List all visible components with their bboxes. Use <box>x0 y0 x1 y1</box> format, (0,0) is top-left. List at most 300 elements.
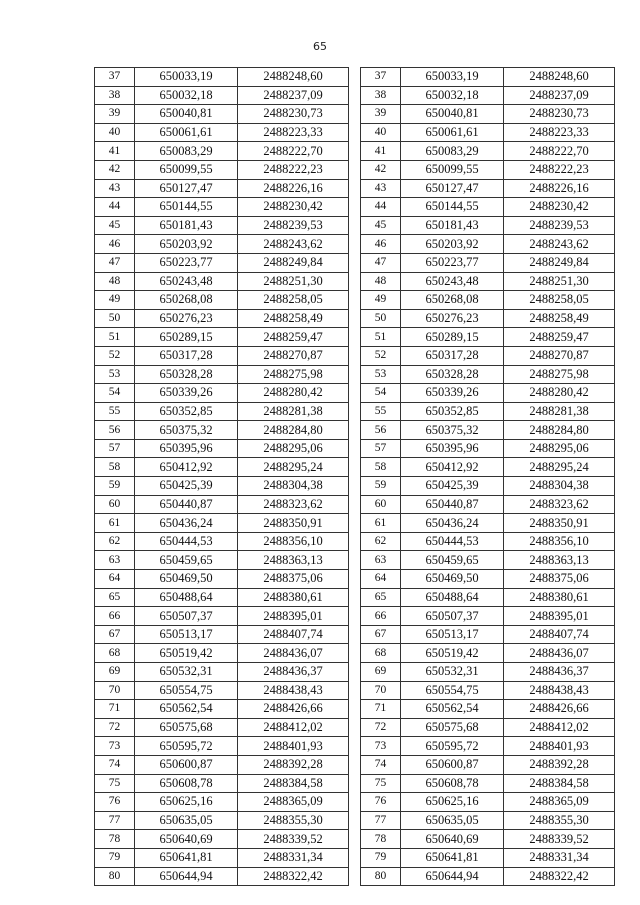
x-coordinate-cell: 650562,54 <box>135 700 238 719</box>
x-coordinate-cell: 650444,53 <box>401 532 504 551</box>
x-coordinate-cell: 650440,87 <box>401 495 504 514</box>
point-number-cell: 47 <box>95 253 135 272</box>
point-number-cell: 67 <box>95 625 135 644</box>
x-coordinate-cell: 650061,61 <box>401 123 504 142</box>
x-coordinate-cell: 650276,23 <box>401 309 504 328</box>
y-coordinate-cell: 2488323,62 <box>238 495 349 514</box>
y-coordinate-cell: 2488436,37 <box>504 663 615 682</box>
y-coordinate-cell: 2488426,66 <box>504 700 615 719</box>
point-number-cell: 54 <box>95 384 135 403</box>
point-number-cell: 59 <box>361 477 401 496</box>
table-row <box>361 588 615 607</box>
point-number-cell: 50 <box>361 309 401 328</box>
x-coordinate-cell: 650352,85 <box>401 402 504 421</box>
y-coordinate-cell: 2488258,49 <box>504 309 615 328</box>
point-number-cell: 42 <box>95 160 135 179</box>
point-number-cell: 80 <box>95 867 135 886</box>
y-coordinate-cell: 2488295,24 <box>504 458 615 477</box>
y-coordinate-cell: 2488412,02 <box>504 718 615 737</box>
y-coordinate-cell: 2488295,24 <box>238 458 349 477</box>
y-coordinate-cell: 2488304,38 <box>238 477 349 496</box>
point-number-cell: 78 <box>361 830 401 849</box>
coordinates-table-left <box>94 67 349 886</box>
table-row <box>95 588 349 607</box>
y-coordinate-cell: 2488395,01 <box>504 607 615 626</box>
y-coordinate-cell: 2488438,43 <box>504 681 615 700</box>
point-number-cell: 78 <box>95 830 135 849</box>
y-coordinate-cell: 2488230,73 <box>504 105 615 124</box>
y-coordinate-cell: 2488223,33 <box>238 123 349 142</box>
table-row <box>361 532 615 551</box>
x-coordinate-cell: 650040,81 <box>135 105 238 124</box>
table-row <box>361 737 615 756</box>
point-number-cell: 56 <box>95 421 135 440</box>
point-number-cell: 43 <box>95 179 135 198</box>
x-coordinate-cell: 650640,69 <box>401 830 504 849</box>
table-row <box>95 644 349 663</box>
x-coordinate-cell: 650144,55 <box>135 198 238 217</box>
point-number-cell: 37 <box>95 68 135 87</box>
table-row <box>361 123 615 142</box>
x-coordinate-cell: 650203,92 <box>135 235 238 254</box>
table-row <box>95 216 349 235</box>
table-row <box>361 402 615 421</box>
y-coordinate-cell: 2488331,34 <box>238 848 349 867</box>
point-number-cell: 70 <box>95 681 135 700</box>
point-number-cell: 77 <box>361 811 401 830</box>
y-coordinate-cell: 2488249,84 <box>504 253 615 272</box>
table-row <box>361 755 615 774</box>
y-coordinate-cell: 2488258,05 <box>238 291 349 310</box>
point-number-cell: 53 <box>95 365 135 384</box>
point-number-cell: 47 <box>361 253 401 272</box>
x-coordinate-cell: 650554,75 <box>135 681 238 700</box>
point-number-cell: 57 <box>95 439 135 458</box>
table-row <box>361 160 615 179</box>
x-coordinate-cell: 650507,37 <box>401 607 504 626</box>
x-coordinate-cell: 650181,43 <box>135 216 238 235</box>
y-coordinate-cell: 2488436,07 <box>238 644 349 663</box>
table-row <box>95 477 349 496</box>
x-coordinate-cell: 650083,29 <box>135 142 238 161</box>
x-coordinate-cell: 650469,50 <box>135 570 238 589</box>
point-number-cell: 66 <box>95 607 135 626</box>
x-coordinate-cell: 650099,55 <box>135 160 238 179</box>
point-number-cell: 61 <box>95 514 135 533</box>
table-row <box>361 514 615 533</box>
x-coordinate-cell: 650635,05 <box>401 811 504 830</box>
point-number-cell: 63 <box>95 551 135 570</box>
y-coordinate-cell: 2488275,98 <box>238 365 349 384</box>
table-row <box>361 328 615 347</box>
x-coordinate-cell: 650459,65 <box>135 551 238 570</box>
y-coordinate-cell: 2488407,74 <box>504 625 615 644</box>
point-number-cell: 39 <box>361 105 401 124</box>
point-number-cell: 38 <box>361 86 401 105</box>
x-coordinate-cell: 650268,08 <box>135 291 238 310</box>
x-coordinate-cell: 650595,72 <box>401 737 504 756</box>
x-coordinate-cell: 650289,15 <box>135 328 238 347</box>
point-number-cell: 45 <box>361 216 401 235</box>
y-coordinate-cell: 2488237,09 <box>238 86 349 105</box>
point-number-cell: 51 <box>95 328 135 347</box>
y-coordinate-cell: 2488350,91 <box>504 514 615 533</box>
x-coordinate-cell: 650562,54 <box>401 700 504 719</box>
table-row <box>95 68 349 87</box>
x-coordinate-cell: 650412,92 <box>401 458 504 477</box>
point-number-cell: 65 <box>95 588 135 607</box>
y-coordinate-cell: 2488230,73 <box>238 105 349 124</box>
x-coordinate-cell: 650395,96 <box>135 439 238 458</box>
x-coordinate-cell: 650317,28 <box>135 346 238 365</box>
table-row <box>95 625 349 644</box>
point-number-cell: 59 <box>95 477 135 496</box>
table-row <box>95 384 349 403</box>
x-coordinate-cell: 650641,81 <box>135 848 238 867</box>
x-coordinate-cell: 650595,72 <box>135 737 238 756</box>
y-coordinate-cell: 2488365,09 <box>504 793 615 812</box>
table-row <box>95 272 349 291</box>
table-row <box>361 681 615 700</box>
point-number-cell: 54 <box>361 384 401 403</box>
point-number-cell: 45 <box>95 216 135 235</box>
x-coordinate-cell: 650635,05 <box>135 811 238 830</box>
x-coordinate-cell: 650083,29 <box>401 142 504 161</box>
x-coordinate-cell: 650459,65 <box>401 551 504 570</box>
point-number-cell: 66 <box>361 607 401 626</box>
point-number-cell: 60 <box>95 495 135 514</box>
y-coordinate-cell: 2488401,93 <box>504 737 615 756</box>
y-coordinate-cell: 2488412,02 <box>238 718 349 737</box>
y-coordinate-cell: 2488380,61 <box>238 588 349 607</box>
x-coordinate-cell: 650640,69 <box>135 830 238 849</box>
point-number-cell: 62 <box>95 532 135 551</box>
y-coordinate-cell: 2488270,87 <box>504 346 615 365</box>
table-row <box>95 663 349 682</box>
table-row <box>361 570 615 589</box>
table-row <box>361 718 615 737</box>
point-number-cell: 55 <box>361 402 401 421</box>
table-row <box>95 142 349 161</box>
x-coordinate-cell: 650223,77 <box>401 253 504 272</box>
x-coordinate-cell: 650276,23 <box>135 309 238 328</box>
x-coordinate-cell: 650375,32 <box>401 421 504 440</box>
point-number-cell: 53 <box>361 365 401 384</box>
point-number-cell: 46 <box>361 235 401 254</box>
y-coordinate-cell: 2488350,91 <box>238 514 349 533</box>
table-row <box>361 551 615 570</box>
point-number-cell: 49 <box>361 291 401 310</box>
x-coordinate-cell: 650600,87 <box>401 755 504 774</box>
table-row <box>95 848 349 867</box>
table-row <box>95 495 349 514</box>
table-row <box>361 607 615 626</box>
y-coordinate-cell: 2488380,61 <box>504 588 615 607</box>
table-row <box>361 291 615 310</box>
table-row <box>95 607 349 626</box>
y-coordinate-cell: 2488280,42 <box>504 384 615 403</box>
table-row <box>361 142 615 161</box>
point-number-cell: 73 <box>95 737 135 756</box>
x-coordinate-cell: 650412,92 <box>135 458 238 477</box>
x-coordinate-cell: 650575,68 <box>135 718 238 737</box>
point-number-cell: 63 <box>361 551 401 570</box>
y-coordinate-cell: 2488304,38 <box>504 477 615 496</box>
x-coordinate-cell: 650040,81 <box>401 105 504 124</box>
table-row <box>361 309 615 328</box>
x-coordinate-cell: 650033,19 <box>135 68 238 87</box>
table-row <box>361 86 615 105</box>
x-coordinate-cell: 650436,24 <box>401 514 504 533</box>
table-row <box>95 811 349 830</box>
table-row <box>95 198 349 217</box>
table-row <box>95 253 349 272</box>
table-row <box>95 123 349 142</box>
point-number-cell: 55 <box>95 402 135 421</box>
y-coordinate-cell: 2488356,10 <box>238 532 349 551</box>
table-row <box>95 328 349 347</box>
x-coordinate-cell: 650600,87 <box>135 755 238 774</box>
y-coordinate-cell: 2488384,58 <box>504 774 615 793</box>
x-coordinate-cell: 650144,55 <box>401 198 504 217</box>
y-coordinate-cell: 2488281,38 <box>504 402 615 421</box>
y-coordinate-cell: 2488259,47 <box>504 328 615 347</box>
point-number-cell: 56 <box>361 421 401 440</box>
point-number-cell: 72 <box>95 718 135 737</box>
x-coordinate-cell: 650532,31 <box>401 663 504 682</box>
table-row <box>95 737 349 756</box>
point-number-cell: 51 <box>361 328 401 347</box>
x-coordinate-cell: 650061,61 <box>135 123 238 142</box>
point-number-cell: 68 <box>361 644 401 663</box>
x-coordinate-cell: 650328,28 <box>135 365 238 384</box>
y-coordinate-cell: 2488436,37 <box>238 663 349 682</box>
x-coordinate-cell: 650625,16 <box>135 793 238 812</box>
y-coordinate-cell: 2488259,47 <box>238 328 349 347</box>
point-number-cell: 69 <box>361 663 401 682</box>
table-row <box>95 793 349 812</box>
point-number-cell: 40 <box>361 123 401 142</box>
table-row <box>361 365 615 384</box>
table-row <box>361 272 615 291</box>
point-number-cell: 80 <box>361 867 401 886</box>
point-number-cell: 76 <box>95 793 135 812</box>
y-coordinate-cell: 2488426,66 <box>238 700 349 719</box>
table-row <box>361 774 615 793</box>
x-coordinate-cell: 650488,64 <box>401 588 504 607</box>
x-coordinate-cell: 650519,42 <box>135 644 238 663</box>
point-number-cell: 52 <box>95 346 135 365</box>
x-coordinate-cell: 650127,47 <box>401 179 504 198</box>
y-coordinate-cell: 2488251,30 <box>504 272 615 291</box>
table-row <box>361 625 615 644</box>
table-row <box>361 253 615 272</box>
coordinates-table-right <box>360 67 615 886</box>
point-number-cell: 42 <box>361 160 401 179</box>
y-coordinate-cell: 2488230,42 <box>238 198 349 217</box>
y-coordinate-cell: 2488407,74 <box>238 625 349 644</box>
x-coordinate-cell: 650625,16 <box>401 793 504 812</box>
y-coordinate-cell: 2488331,34 <box>504 848 615 867</box>
x-coordinate-cell: 650033,19 <box>401 68 504 87</box>
table-row <box>361 700 615 719</box>
x-coordinate-cell: 650032,18 <box>135 86 238 105</box>
x-coordinate-cell: 650127,47 <box>135 179 238 198</box>
point-number-cell: 67 <box>361 625 401 644</box>
y-coordinate-cell: 2488375,06 <box>504 570 615 589</box>
y-coordinate-cell: 2488363,13 <box>504 551 615 570</box>
point-number-cell: 74 <box>95 755 135 774</box>
point-number-cell: 37 <box>361 68 401 87</box>
y-coordinate-cell: 2488226,16 <box>238 179 349 198</box>
x-coordinate-cell: 650641,81 <box>401 848 504 867</box>
table-row <box>361 644 615 663</box>
point-number-cell: 46 <box>95 235 135 254</box>
table-row <box>361 105 615 124</box>
point-number-cell: 65 <box>361 588 401 607</box>
table-row <box>361 216 615 235</box>
table-row <box>95 86 349 105</box>
x-coordinate-cell: 650352,85 <box>135 402 238 421</box>
x-coordinate-cell: 650608,78 <box>401 774 504 793</box>
y-coordinate-cell: 2488375,06 <box>238 570 349 589</box>
x-coordinate-cell: 650181,43 <box>401 216 504 235</box>
point-number-cell: 41 <box>361 142 401 161</box>
y-coordinate-cell: 2488270,87 <box>238 346 349 365</box>
table-row <box>95 830 349 849</box>
point-number-cell: 60 <box>361 495 401 514</box>
x-coordinate-cell: 650444,53 <box>135 532 238 551</box>
table-row <box>95 570 349 589</box>
y-coordinate-cell: 2488365,09 <box>238 793 349 812</box>
x-coordinate-cell: 650395,96 <box>401 439 504 458</box>
point-number-cell: 76 <box>361 793 401 812</box>
x-coordinate-cell: 650644,94 <box>401 867 504 886</box>
point-number-cell: 69 <box>95 663 135 682</box>
x-coordinate-cell: 650436,24 <box>135 514 238 533</box>
y-coordinate-cell: 2488436,07 <box>504 644 615 663</box>
table-row <box>95 309 349 328</box>
x-coordinate-cell: 650513,17 <box>135 625 238 644</box>
point-number-cell: 44 <box>95 198 135 217</box>
point-number-cell: 43 <box>361 179 401 198</box>
table-row <box>95 681 349 700</box>
y-coordinate-cell: 2488281,38 <box>238 402 349 421</box>
y-coordinate-cell: 2488239,53 <box>238 216 349 235</box>
table-row <box>361 421 615 440</box>
x-coordinate-cell: 650425,39 <box>401 477 504 496</box>
table-row <box>361 198 615 217</box>
point-number-cell: 71 <box>95 700 135 719</box>
table-row <box>95 179 349 198</box>
x-coordinate-cell: 650507,37 <box>135 607 238 626</box>
x-coordinate-cell: 650328,28 <box>401 365 504 384</box>
y-coordinate-cell: 2488237,09 <box>504 86 615 105</box>
table-row <box>95 774 349 793</box>
y-coordinate-cell: 2488243,62 <box>238 235 349 254</box>
x-coordinate-cell: 650554,75 <box>401 681 504 700</box>
table-row <box>361 495 615 514</box>
point-number-cell: 64 <box>361 570 401 589</box>
point-number-cell: 40 <box>95 123 135 142</box>
point-number-cell: 72 <box>361 718 401 737</box>
x-coordinate-cell: 650375,32 <box>135 421 238 440</box>
y-coordinate-cell: 2488222,70 <box>238 142 349 161</box>
point-number-cell: 58 <box>95 458 135 477</box>
table-row <box>95 514 349 533</box>
x-coordinate-cell: 650513,17 <box>401 625 504 644</box>
x-coordinate-cell: 650243,48 <box>401 272 504 291</box>
table-row <box>361 867 615 886</box>
y-coordinate-cell: 2488392,28 <box>238 755 349 774</box>
x-coordinate-cell: 650099,55 <box>401 160 504 179</box>
table-row <box>361 439 615 458</box>
table-row <box>361 346 615 365</box>
y-coordinate-cell: 2488239,53 <box>504 216 615 235</box>
table-row <box>361 663 615 682</box>
x-coordinate-cell: 650223,77 <box>135 253 238 272</box>
x-coordinate-cell: 650289,15 <box>401 328 504 347</box>
table-row <box>361 793 615 812</box>
table-row <box>95 365 349 384</box>
table-row <box>95 291 349 310</box>
x-coordinate-cell: 650203,92 <box>401 235 504 254</box>
x-coordinate-cell: 650469,50 <box>401 570 504 589</box>
y-coordinate-cell: 2488323,62 <box>504 495 615 514</box>
x-coordinate-cell: 650243,48 <box>135 272 238 291</box>
table-row <box>361 235 615 254</box>
y-coordinate-cell: 2488222,70 <box>504 142 615 161</box>
table-row <box>361 384 615 403</box>
y-coordinate-cell: 2488392,28 <box>504 755 615 774</box>
table-row <box>95 160 349 179</box>
y-coordinate-cell: 2488355,30 <box>238 811 349 830</box>
y-coordinate-cell: 2488243,62 <box>504 235 615 254</box>
point-number-cell: 64 <box>95 570 135 589</box>
point-number-cell: 79 <box>361 848 401 867</box>
table-row <box>361 848 615 867</box>
y-coordinate-cell: 2488401,93 <box>238 737 349 756</box>
y-coordinate-cell: 2488339,52 <box>238 830 349 849</box>
page-number: 65 <box>313 40 327 53</box>
table-row <box>95 346 349 365</box>
y-coordinate-cell: 2488355,30 <box>504 811 615 830</box>
point-number-cell: 71 <box>361 700 401 719</box>
y-coordinate-cell: 2488339,52 <box>504 830 615 849</box>
x-coordinate-cell: 650339,26 <box>135 384 238 403</box>
x-coordinate-cell: 650339,26 <box>401 384 504 403</box>
y-coordinate-cell: 2488322,42 <box>504 867 615 886</box>
table-row <box>95 439 349 458</box>
table-row <box>361 811 615 830</box>
y-coordinate-cell: 2488295,06 <box>238 439 349 458</box>
y-coordinate-cell: 2488249,84 <box>238 253 349 272</box>
x-coordinate-cell: 650519,42 <box>401 644 504 663</box>
y-coordinate-cell: 2488258,49 <box>238 309 349 328</box>
x-coordinate-cell: 650488,64 <box>135 588 238 607</box>
table-row <box>95 867 349 886</box>
table-row <box>95 458 349 477</box>
point-number-cell: 50 <box>95 309 135 328</box>
point-number-cell: 70 <box>361 681 401 700</box>
table-row <box>95 402 349 421</box>
y-coordinate-cell: 2488295,06 <box>504 439 615 458</box>
y-coordinate-cell: 2488280,42 <box>238 384 349 403</box>
y-coordinate-cell: 2488322,42 <box>238 867 349 886</box>
point-number-cell: 75 <box>95 774 135 793</box>
y-coordinate-cell: 2488363,13 <box>238 551 349 570</box>
table-row <box>95 421 349 440</box>
